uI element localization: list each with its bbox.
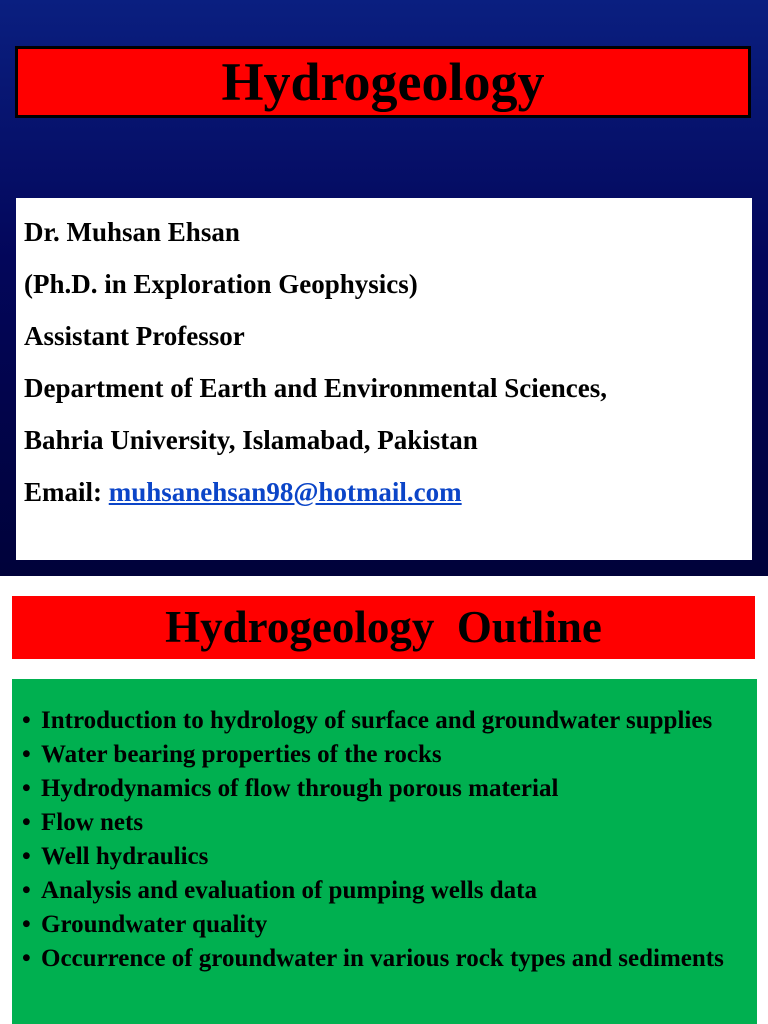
- author-email-row: [24, 466, 752, 518]
- email-label: Email:: [24, 477, 102, 507]
- list-item: • Analysis and evaluation of pumping wells data: [22, 879, 747, 902]
- author-degree: (Ph.D. in Exploration Geophysics): [24, 269, 418, 299]
- outline-title: Hydrogeology Outline: [12, 596, 755, 659]
- author-name: Dr. Muhsan Ehsan: [24, 217, 240, 247]
- outline-box: [12, 679, 757, 1024]
- outline-slide: [0, 576, 768, 1024]
- slide-title: Hydrogeology: [15, 46, 751, 118]
- list-item: • Water bearing properties of the rocks: [22, 743, 747, 766]
- list-item: • Introduction to hydrology of surface and groundwater supplies: [22, 709, 747, 732]
- list-item: • Hydrodynamics of flow through porous material: [22, 777, 747, 800]
- list-item: • Flow nets: [22, 811, 747, 834]
- list-item: • Occurrence of groundwater in various rock types and sediments: [22, 947, 747, 970]
- list-item: • Groundwater quality: [22, 913, 747, 936]
- author-info-box: [16, 198, 752, 560]
- author-university: Bahria University, Islamabad, Pakistan: [24, 425, 478, 455]
- email-link[interactable]: muhsanehsan98@hotmail.com: [108, 477, 462, 507]
- author-position: Assistant Professor: [24, 321, 245, 351]
- outline-list: [22, 709, 747, 970]
- list-item: • Well hydraulics: [22, 845, 747, 868]
- author-department: Department of Earth and Environmental Sciences,: [24, 373, 607, 403]
